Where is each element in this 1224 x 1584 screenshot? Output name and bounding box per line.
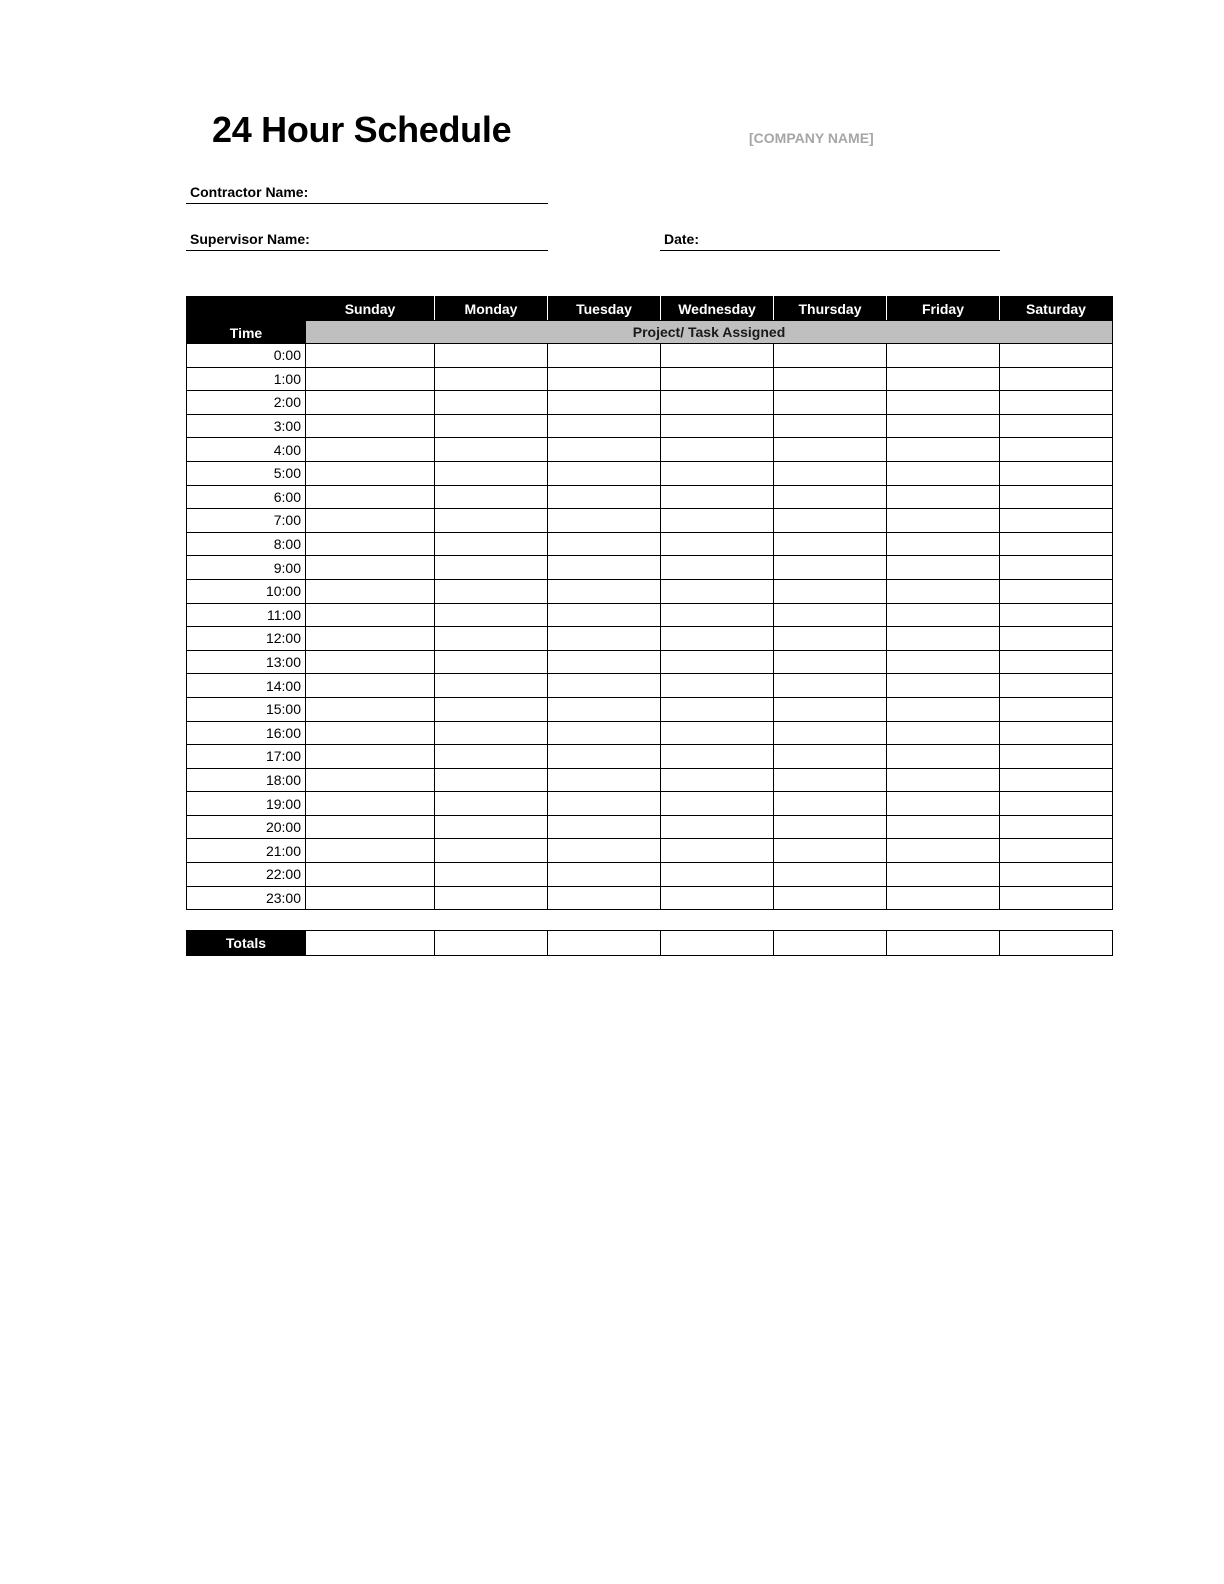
schedule-cell-saturday[interactable]	[1000, 391, 1113, 415]
company-name-placeholder[interactable]: [COMPANY NAME]	[749, 130, 874, 146]
schedule-cell-wednesday[interactable]	[661, 509, 774, 533]
time-label: 0:00	[187, 344, 306, 368]
schedule-cell-sunday[interactable]	[306, 650, 435, 674]
totals-cell-wednesday[interactable]	[661, 931, 774, 956]
schedule-cell-friday[interactable]	[887, 792, 1000, 816]
schedule-cell-sunday[interactable]	[306, 745, 435, 769]
schedule-cell-thursday[interactable]	[774, 886, 887, 910]
schedule-cell-monday[interactable]	[435, 509, 548, 533]
schedule-cell-tuesday[interactable]	[548, 627, 661, 651]
schedule-cell-sunday[interactable]	[306, 367, 435, 391]
schedule-cell-monday[interactable]	[435, 556, 548, 580]
day-header-row	[187, 297, 1113, 321]
schedule-cell-friday[interactable]	[887, 697, 1000, 721]
table-row	[187, 697, 1113, 721]
schedule-cell-saturday[interactable]	[1000, 863, 1113, 887]
schedule-cell-monday[interactable]	[435, 839, 548, 863]
table-row	[187, 391, 1113, 415]
table-row	[187, 367, 1113, 391]
table-row	[187, 745, 1113, 769]
date-value[interactable]	[708, 231, 996, 247]
time-label: 7:00	[187, 509, 306, 533]
schedule-cell-saturday[interactable]	[1000, 627, 1113, 651]
totals-cell-thursday[interactable]	[774, 931, 887, 956]
time-label: 14:00	[187, 674, 306, 698]
table-row	[187, 863, 1113, 887]
table-row	[187, 556, 1113, 580]
day-header-saturday: Saturday	[1000, 297, 1113, 321]
schedule-cell-tuesday[interactable]	[548, 721, 661, 745]
schedule-cell-friday[interactable]	[887, 391, 1000, 415]
schedule-cell-sunday[interactable]	[306, 886, 435, 910]
schedule-cell-tuesday[interactable]	[548, 815, 661, 839]
schedule-cell-thursday[interactable]	[774, 839, 887, 863]
schedule-cell-sunday[interactable]	[306, 579, 435, 603]
schedule-cell-sunday[interactable]	[306, 438, 435, 462]
schedule-cell-wednesday[interactable]	[661, 839, 774, 863]
schedule-cell-wednesday[interactable]	[661, 579, 774, 603]
schedule-cell-monday[interactable]	[435, 674, 548, 698]
time-label: 2:00	[187, 391, 306, 415]
schedule-cell-tuesday[interactable]	[548, 509, 661, 533]
schedule-cell-saturday[interactable]	[1000, 367, 1113, 391]
time-label: 19:00	[187, 792, 306, 816]
schedule-cell-saturday[interactable]	[1000, 839, 1113, 863]
schedule-cell-friday[interactable]	[887, 461, 1000, 485]
schedule-cell-thursday[interactable]	[774, 367, 887, 391]
schedule-cell-saturday[interactable]	[1000, 414, 1113, 438]
supervisor-name-value[interactable]	[316, 231, 544, 247]
schedule-cell-monday[interactable]	[435, 414, 548, 438]
table-row	[187, 438, 1113, 462]
totals-row	[187, 931, 1113, 956]
schedule-cell-tuesday[interactable]	[548, 768, 661, 792]
schedule-cell-sunday[interactable]	[306, 391, 435, 415]
schedule-cell-friday[interactable]	[887, 414, 1000, 438]
schedule-cell-friday[interactable]	[887, 650, 1000, 674]
schedule-cell-saturday[interactable]	[1000, 768, 1113, 792]
schedule-cell-tuesday[interactable]	[548, 863, 661, 887]
schedule-cell-thursday[interactable]	[774, 745, 887, 769]
day-header-sunday: Sunday	[306, 297, 435, 321]
date-label: Date:	[664, 231, 700, 247]
totals-cell-friday[interactable]	[887, 931, 1000, 956]
schedule-cell-sunday[interactable]	[306, 414, 435, 438]
schedule-cell-monday[interactable]	[435, 697, 548, 721]
page-title: 24 Hour Schedule	[212, 109, 512, 150]
schedule-cell-saturday[interactable]	[1000, 579, 1113, 603]
schedule-cell-wednesday[interactable]	[661, 485, 774, 509]
time-label: 11:00	[187, 603, 306, 627]
schedule-cell-sunday[interactable]	[306, 863, 435, 887]
time-label: 10:00	[187, 579, 306, 603]
time-label: 5:00	[187, 461, 306, 485]
schedule-cell-saturday[interactable]	[1000, 697, 1113, 721]
schedule-cell-thursday[interactable]	[774, 674, 887, 698]
schedule-cell-tuesday[interactable]	[548, 367, 661, 391]
schedule-cell-friday[interactable]	[887, 603, 1000, 627]
schedule-cell-monday[interactable]	[435, 485, 548, 509]
schedule-cell-saturday[interactable]	[1000, 438, 1113, 462]
schedule-cell-tuesday[interactable]	[548, 886, 661, 910]
subheader-row	[187, 321, 1113, 344]
schedule-cell-thursday[interactable]	[774, 721, 887, 745]
schedule-cell-friday[interactable]	[887, 556, 1000, 580]
contractor-name-value[interactable]	[316, 184, 544, 200]
schedule-cell-saturday[interactable]	[1000, 650, 1113, 674]
schedule-cell-saturday[interactable]	[1000, 344, 1113, 368]
day-header-monday: Monday	[435, 297, 548, 321]
table-row	[187, 509, 1113, 533]
schedule-cell-thursday[interactable]	[774, 697, 887, 721]
table-row	[187, 603, 1113, 627]
schedule-cell-friday[interactable]	[887, 438, 1000, 462]
schedule-cell-saturday[interactable]	[1000, 603, 1113, 627]
time-column-header: Time	[187, 297, 306, 344]
table-row	[187, 839, 1113, 863]
schedule-cell-thursday[interactable]	[774, 461, 887, 485]
schedule-cell-tuesday[interactable]	[548, 603, 661, 627]
schedule-cell-saturday[interactable]	[1000, 485, 1113, 509]
table-row	[187, 886, 1113, 910]
contractor-name-field[interactable]	[186, 179, 548, 204]
schedule-cell-thursday[interactable]	[774, 391, 887, 415]
table-row	[187, 461, 1113, 485]
schedule-cell-friday[interactable]	[887, 367, 1000, 391]
table-row	[187, 721, 1113, 745]
schedule-cell-monday[interactable]	[435, 461, 548, 485]
schedule-cell-thursday[interactable]	[774, 579, 887, 603]
schedule-cell-thursday[interactable]	[774, 438, 887, 462]
schedule-cell-tuesday[interactable]	[548, 650, 661, 674]
time-label: 20:00	[187, 815, 306, 839]
schedule-cell-monday[interactable]	[435, 792, 548, 816]
schedule-cell-friday[interactable]	[887, 745, 1000, 769]
day-header-thursday: Thursday	[774, 297, 887, 321]
table-row	[187, 414, 1113, 438]
schedule-cell-tuesday[interactable]	[548, 461, 661, 485]
totals-cell-saturday[interactable]	[1000, 931, 1113, 956]
schedule-cell-wednesday[interactable]	[661, 815, 774, 839]
schedule-cell-tuesday[interactable]	[548, 344, 661, 368]
schedule-cell-saturday[interactable]	[1000, 745, 1113, 769]
schedule-cell-saturday[interactable]	[1000, 886, 1113, 910]
time-label: 22:00	[187, 863, 306, 887]
schedule-cell-tuesday[interactable]	[548, 414, 661, 438]
schedule-cell-sunday[interactable]	[306, 697, 435, 721]
schedule-table	[186, 296, 1113, 910]
schedule-cell-monday[interactable]	[435, 650, 548, 674]
schedule-cell-saturday[interactable]	[1000, 509, 1113, 533]
table-row	[187, 485, 1113, 509]
schedule-cell-wednesday[interactable]	[661, 863, 774, 887]
supervisor-name-field[interactable]	[186, 226, 548, 251]
schedule-cell-thursday[interactable]	[774, 650, 887, 674]
schedule-cell-sunday[interactable]	[306, 627, 435, 651]
time-label: 17:00	[187, 745, 306, 769]
time-label: 13:00	[187, 650, 306, 674]
time-label: 8:00	[187, 532, 306, 556]
schedule-cell-tuesday[interactable]	[548, 745, 661, 769]
schedule-cell-tuesday[interactable]	[548, 697, 661, 721]
schedule-cell-wednesday[interactable]	[661, 768, 774, 792]
schedule-cell-tuesday[interactable]	[548, 485, 661, 509]
schedule-cell-friday[interactable]	[887, 509, 1000, 533]
schedule-cell-thursday[interactable]	[774, 768, 887, 792]
schedule-cell-friday[interactable]	[887, 886, 1000, 910]
time-label: 6:00	[187, 485, 306, 509]
time-label: 18:00	[187, 768, 306, 792]
schedule-cell-sunday[interactable]	[306, 485, 435, 509]
schedule-cell-tuesday[interactable]	[548, 438, 661, 462]
schedule-cell-friday[interactable]	[887, 674, 1000, 698]
totals-cell-tuesday[interactable]	[548, 931, 661, 956]
schedule-cell-wednesday[interactable]	[661, 721, 774, 745]
table-row	[187, 674, 1113, 698]
schedule-cell-monday[interactable]	[435, 745, 548, 769]
schedule-cell-monday[interactable]	[435, 863, 548, 887]
schedule-cell-tuesday[interactable]	[548, 674, 661, 698]
schedule-cell-friday[interactable]	[887, 579, 1000, 603]
table-row	[187, 650, 1113, 674]
schedule-cell-thursday[interactable]	[774, 414, 887, 438]
schedule-cell-thursday[interactable]	[774, 863, 887, 887]
time-label: 4:00	[187, 438, 306, 462]
time-label: 23:00	[187, 886, 306, 910]
schedule-cell-monday[interactable]	[435, 815, 548, 839]
time-label: 3:00	[187, 414, 306, 438]
schedule-cell-sunday[interactable]	[306, 674, 435, 698]
date-field[interactable]	[660, 226, 1000, 251]
table-row	[187, 815, 1113, 839]
schedule-cell-tuesday[interactable]	[548, 532, 661, 556]
schedule-cell-sunday[interactable]	[306, 509, 435, 533]
time-label: 21:00	[187, 839, 306, 863]
project-task-subheader: Project/ Task Assigned	[306, 321, 1113, 344]
schedule-cell-sunday[interactable]	[306, 532, 435, 556]
table-row	[187, 532, 1113, 556]
table-row	[187, 579, 1113, 603]
schedule-cell-monday[interactable]	[435, 721, 548, 745]
table-row	[187, 792, 1113, 816]
schedule-cell-monday[interactable]	[435, 603, 548, 627]
schedule-cell-friday[interactable]	[887, 721, 1000, 745]
schedule-cell-sunday[interactable]	[306, 721, 435, 745]
schedule-cell-wednesday[interactable]	[661, 627, 774, 651]
totals-table	[186, 930, 1113, 956]
schedule-cell-saturday[interactable]	[1000, 674, 1113, 698]
schedule-cell-monday[interactable]	[435, 579, 548, 603]
schedule-cell-friday[interactable]	[887, 815, 1000, 839]
schedule-cell-wednesday[interactable]	[661, 556, 774, 580]
schedule-cell-saturday[interactable]	[1000, 721, 1113, 745]
schedule-cell-sunday[interactable]	[306, 792, 435, 816]
schedule-cell-thursday[interactable]	[774, 532, 887, 556]
schedule-cell-wednesday[interactable]	[661, 745, 774, 769]
schedule-cell-wednesday[interactable]	[661, 532, 774, 556]
schedule-cell-sunday[interactable]	[306, 603, 435, 627]
schedule-cell-sunday[interactable]	[306, 556, 435, 580]
schedule-cell-wednesday[interactable]	[661, 367, 774, 391]
schedule-cell-monday[interactable]	[435, 627, 548, 651]
supervisor-name-label: Supervisor Name:	[190, 231, 310, 247]
schedule-cell-thursday[interactable]	[774, 509, 887, 533]
schedule-cell-monday[interactable]	[435, 532, 548, 556]
schedule-cell-friday[interactable]	[887, 768, 1000, 792]
schedule-cell-friday[interactable]	[887, 485, 1000, 509]
schedule-cell-friday[interactable]	[887, 344, 1000, 368]
schedule-cell-thursday[interactable]	[774, 603, 887, 627]
table-row	[187, 344, 1113, 368]
schedule-cell-monday[interactable]	[435, 768, 548, 792]
schedule-cell-friday[interactable]	[887, 532, 1000, 556]
schedule-cell-sunday[interactable]	[306, 839, 435, 863]
schedule-cell-wednesday[interactable]	[661, 461, 774, 485]
schedule-cell-monday[interactable]	[435, 886, 548, 910]
schedule-cell-thursday[interactable]	[774, 815, 887, 839]
day-header-tuesday: Tuesday	[548, 297, 661, 321]
schedule-body	[187, 344, 1113, 910]
schedule-cell-wednesday[interactable]	[661, 792, 774, 816]
time-label: 9:00	[187, 556, 306, 580]
schedule-cell-thursday[interactable]	[774, 344, 887, 368]
schedule-cell-wednesday[interactable]	[661, 650, 774, 674]
schedule-cell-saturday[interactable]	[1000, 532, 1113, 556]
table-row	[187, 768, 1113, 792]
time-label: 15:00	[187, 697, 306, 721]
schedule-cell-wednesday[interactable]	[661, 886, 774, 910]
schedule-cell-monday[interactable]	[435, 391, 548, 415]
schedule-cell-tuesday[interactable]	[548, 579, 661, 603]
day-header-wednesday: Wednesday	[661, 297, 774, 321]
schedule-cell-wednesday[interactable]	[661, 438, 774, 462]
schedule-cell-sunday[interactable]	[306, 461, 435, 485]
schedule-cell-friday[interactable]	[887, 863, 1000, 887]
table-row	[187, 627, 1113, 651]
schedule-cell-monday[interactable]	[435, 438, 548, 462]
schedule-cell-saturday[interactable]	[1000, 461, 1113, 485]
day-header-friday: Friday	[887, 297, 1000, 321]
schedule-cell-thursday[interactable]	[774, 792, 887, 816]
schedule-cell-wednesday[interactable]	[661, 674, 774, 698]
schedule-cell-wednesday[interactable]	[661, 344, 774, 368]
totals-label: Totals	[187, 931, 306, 956]
schedule-cell-sunday[interactable]	[306, 344, 435, 368]
schedule-cell-friday[interactable]	[887, 839, 1000, 863]
schedule-cell-monday[interactable]	[435, 367, 548, 391]
schedule-cell-thursday[interactable]	[774, 556, 887, 580]
schedule-cell-wednesday[interactable]	[661, 697, 774, 721]
schedule-cell-tuesday[interactable]	[548, 556, 661, 580]
contractor-name-label: Contractor Name:	[190, 184, 309, 200]
schedule-cell-tuesday[interactable]	[548, 391, 661, 415]
schedule-cell-monday[interactable]	[435, 344, 548, 368]
totals-cell-sunday[interactable]	[306, 931, 435, 956]
schedule-cell-tuesday[interactable]	[548, 839, 661, 863]
schedule-cell-sunday[interactable]	[306, 768, 435, 792]
schedule-cell-saturday[interactable]	[1000, 815, 1113, 839]
schedule-cell-thursday[interactable]	[774, 485, 887, 509]
totals-cell-monday[interactable]	[435, 931, 548, 956]
time-label: 16:00	[187, 721, 306, 745]
schedule-cell-saturday[interactable]	[1000, 556, 1113, 580]
time-label: 12:00	[187, 627, 306, 651]
schedule-cell-wednesday[interactable]	[661, 391, 774, 415]
time-label: 1:00	[187, 367, 306, 391]
schedule-cell-saturday[interactable]	[1000, 792, 1113, 816]
schedule-cell-wednesday[interactable]	[661, 414, 774, 438]
schedule-cell-wednesday[interactable]	[661, 603, 774, 627]
schedule-cell-thursday[interactable]	[774, 627, 887, 651]
schedule-cell-sunday[interactable]	[306, 815, 435, 839]
schedule-cell-tuesday[interactable]	[548, 792, 661, 816]
schedule-cell-friday[interactable]	[887, 627, 1000, 651]
